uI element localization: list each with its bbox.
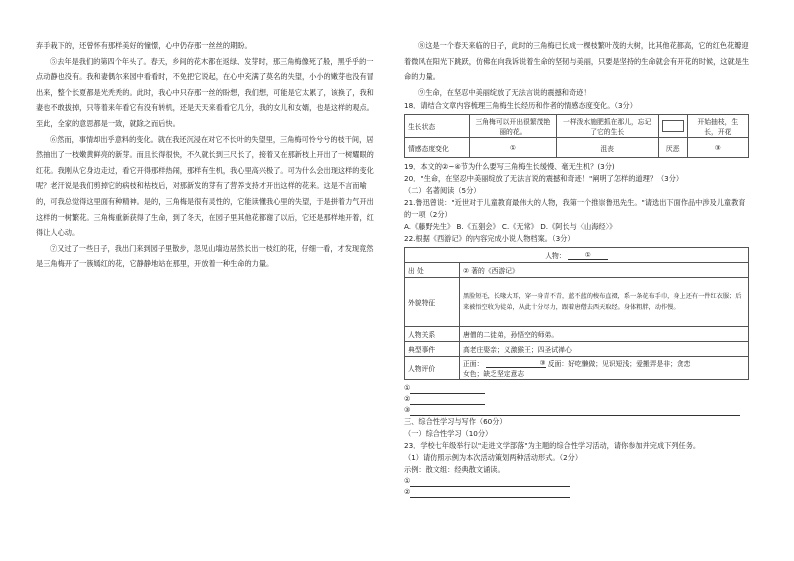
row-value: ② 著的《西游记》 <box>460 263 749 278</box>
questions-column <box>404 38 749 498</box>
arrow-box <box>662 120 684 132</box>
reading-passage <box>36 38 380 272</box>
question-20: 20．"生命，在坚忍中美丽绽放了无法言说的震撼和奇迹！"阐明了怎样的道理？（3分） <box>404 174 684 184</box>
section-heading: 三、综合性学习与写作（60分） <box>404 417 507 427</box>
growth-table <box>404 114 749 158</box>
question-18: 18．请结合文章内容梳理三角梅生长经历和作者的情感态度变化。（3分） <box>404 101 637 111</box>
table-cell: 沮丧 <box>556 138 658 158</box>
row-label: 人物评价 <box>405 357 460 380</box>
question-22: 22.根据《西游记》的内容完成小说人物档案。（3分） <box>404 234 575 244</box>
question-23-1: （1）请仿照示例为本次活动策划两种活动形式。（2分） <box>404 453 583 463</box>
paragraph: 弃手栽下的，还曾怀有那样美好的憧憬，心中仍存那一丝丝的期盼。 <box>36 41 252 50</box>
question-21: 21.鲁迅曾说："近世对于儿童教育最伟大的人物，我第一个推崇鲁迅先生。"请选出下面作品中涉及儿童教育的一项（2分） <box>404 198 746 220</box>
table-row-label: 情感态度变化 <box>405 138 470 158</box>
table-row-label: 生长状态 <box>405 115 470 138</box>
table-cell: 三角梅可以开出很繁茂艳丽的花。 <box>470 115 557 138</box>
row-value: 高老庄娶亲；义激猴王；四圣试禅心 <box>460 342 749 357</box>
paragraph: ⑨生命，在坚忍中美丽绽放了无法言说的震撼和奇迹！ <box>418 87 591 97</box>
person-row: 人物： ① <box>405 248 749 263</box>
question-21-options: A.《藤野先生》 B.《五猖会》 C.《无常》 D.《阿长与〈山海经〉》 <box>404 222 617 232</box>
answer-line[interactable]: ③ <box>404 405 749 416</box>
answer-line[interactable]: ② <box>404 487 749 498</box>
character-profile-table <box>404 247 749 380</box>
row-label: 外貌特征 <box>405 278 460 327</box>
row-label: 出 处 <box>405 263 460 278</box>
table-cell: ① <box>470 138 557 158</box>
paragraph: ⑦又过了一些日子，我出门来到园子里散步，忽见山墙边居然长出一枝红的花，仔细一看，才发现竟然是三角梅开了一簇嫣红的花，它静静地站在那里，开放着一种生命的力量。 <box>36 243 374 269</box>
answer-blank[interactable]: ③ <box>486 359 546 368</box>
row-label: 人物关系 <box>405 327 460 342</box>
table-cell: 厌恶 <box>658 138 687 158</box>
paragraph: ⑤去年是我们的第四个年头了。春天，乡间的花木都在返绿、发芽时，那三角梅像死了般，黑乎乎的一点动静也没有。我和妻偶尔来园中看看时，不免把它说起，在心中充满了莫名的失望，小小的嫩芽也没有冒出来，整个长夏都是光秃秃的。此时，我心中只存那一丝的盼想，我们想，可能是它太累了，该换了，我和妻也不敢拔掉，只等着来年看它有没有转机，还是天天来看看它几分，我的女儿和女婿，也是这样的观点。至此，全家的意思都是一致，就除之而后快。 <box>36 56 374 128</box>
answer-line[interactable]: ① <box>404 383 749 394</box>
table-cell <box>658 115 687 138</box>
section-heading: （一）综合性学习（10分） <box>404 429 493 439</box>
example-text: 示例：散文组：经典散文诵读。 <box>404 465 505 475</box>
paragraph: ⑥然而，事情却出乎意料的变化。就在我还沉浸在对它不长叶的失望里，三角梅可怜兮兮的枝干间，居然抽出了一枝嫩黄鲜亮的新芽。而且长得很快，不久就长到三尺长了，接着又在那新枝上开出了一树耀眼的红花。我刚从它身边走过，看它开得那样热闹，那样有生机，我心里高兴极了。可为什么会出现这样的变化呢？老汗说是我们剪掉它的病枝和枯枝后，对那新发的芽有了营养支持才开出这样的花来。这是不言而喻的，可我总觉得这里面有种精神。是的，三角梅是很有灵性的，它能读懂我心里的失望，于是拼着力气开出这样的一树繁花。三角梅重新获得了生命，到了冬天，在园子里其他花都谢了以后，它还是那样地开着，红得让人心动。 <box>36 134 374 238</box>
paragraph: ⑧这是一个春天来临的日子，此时的三角梅已长成一棵枝繁叶茂的大树，比其他花都高，它的红色花瓣迎着微风在阳光下跳跃，仿佛在向我诉说着生命的坚韧与美丽，只要是坚持的生命就会有开花的时候，这就是生命的力量。 <box>404 41 750 82</box>
question-19: 19．本文的②~④节为什么要写三角梅生长缓慢、毫无生机？(3分) <box>404 162 615 172</box>
answer-blank[interactable]: ① <box>568 251 608 260</box>
row-value: 黑脸短毛，长喙大耳，穿一身青不青，蓝不蓝的梭布直裰，系一条花布手巾，身上还有一件红衣服；后来被悟空收为徒弟，从此十分尽力，跟着唐僧去西天取经。身体粗胖，动作慢。 <box>460 278 749 327</box>
row-label: 典型事件 <box>405 342 460 357</box>
table-cell: ③ <box>687 138 748 158</box>
question-23: 23．学校七年级举行以"走进文学部落"为主题的综合性学习活动，请你参加并完成下列任务。 <box>404 441 701 451</box>
table-cell: 一样泼水施肥抓在那儿，忘记了它的生长 <box>556 115 658 138</box>
table-cell: 开始抽枝，生长，开花 <box>687 115 748 138</box>
row-value: 唐僧的二徒弟，孙悟空的师弟。 <box>460 327 749 342</box>
section-heading: （二）名著阅读（5分） <box>404 186 481 196</box>
answer-line[interactable]: ② <box>404 394 749 405</box>
answer-line[interactable]: ① <box>404 476 749 487</box>
row-value: 正面： ③ 反面：好吃懒做；见识短浅；爱搬弄是非；贪恋 女色；缺乏坚定意志 <box>460 357 749 380</box>
